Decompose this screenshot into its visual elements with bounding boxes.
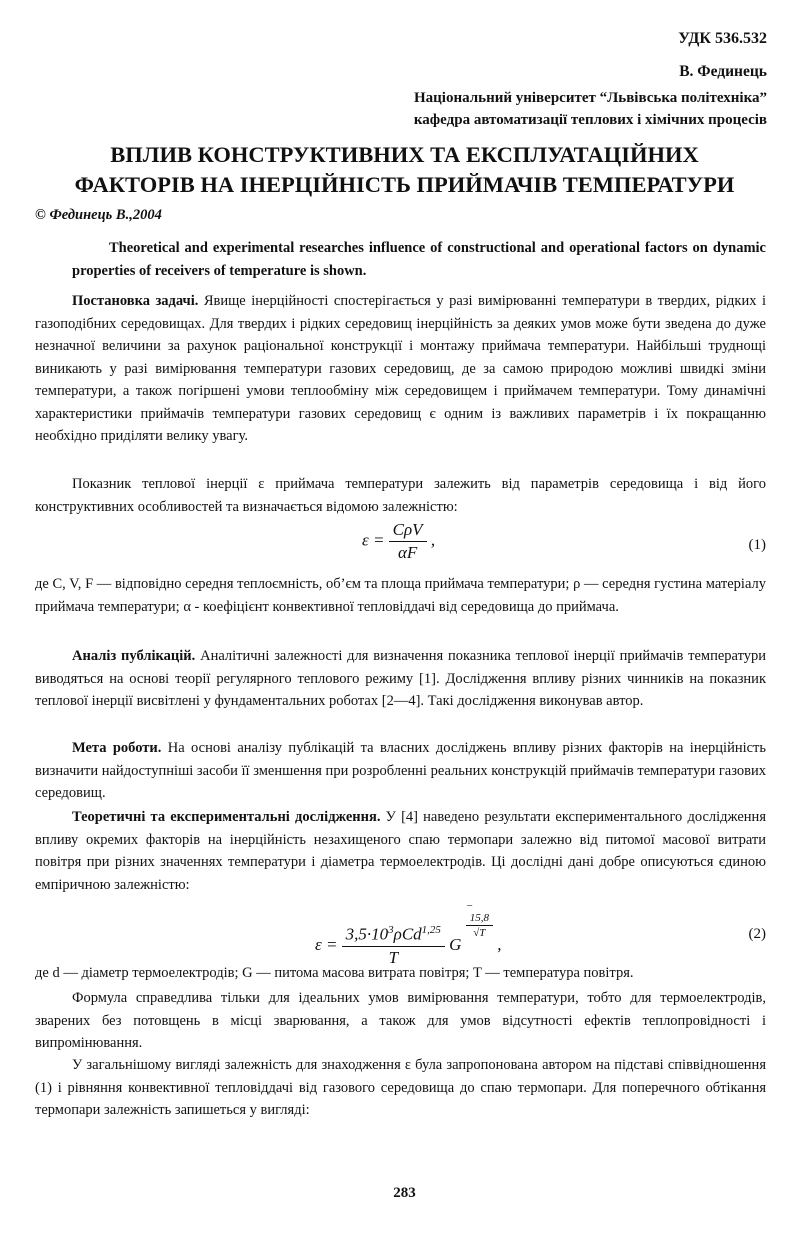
- eq1-fraction: [389, 520, 427, 563]
- eq2-exponent-minus: −: [465, 900, 474, 912]
- section-problem-heading: Постановка задачі.: [72, 293, 199, 309]
- general-form-paragraph: У загальнішому вигляді залежність для знаходження ε була запропонована автором на підставі співвідношення (1) і рівняння конвективної тепловіддачі від газового середовища до спаю термопари. Для поперечного обтікання термопари залежність запишеться у вигляді:: [35, 1057, 766, 1118]
- eq2-denominator: T: [388, 947, 399, 967]
- indicator-paragraph: Показник теплової інерції ε приймача температури залежить від параметрів середовища і від його конструктивних особливостей та визначається відомою залежністю:: [35, 476, 766, 515]
- where-paragraph-1: де C, V, F — відповідно середня теплоємність, об’єм та площа приймача температури; ρ — середня густина матеріалу приймача температури; α - коефіцієнт конвективної тепловіддачі від середовища до приймача.: [35, 576, 766, 615]
- eq2-exponent-den: √T: [473, 927, 486, 939]
- section-problem: [35, 290, 766, 448]
- section-analysis-heading: Аналіз публікацій.: [72, 648, 196, 664]
- section-theory-heading: Теоретичні та експериментальні дослідження.: [72, 809, 381, 825]
- abstract: Theoretical and experimental researches influence of constructional and operational factors on dynamic properties of receivers of temperature is shown.: [72, 240, 766, 279]
- eq1-denominator: αF: [397, 543, 418, 562]
- eq2-exponent: [466, 900, 493, 939]
- eq1-tail: ,: [430, 530, 436, 550]
- equation-1-number: (1): [748, 537, 766, 553]
- eq2-exponent-num: 15,8: [466, 900, 493, 926]
- page-number: 283: [393, 1185, 416, 1201]
- paper-title: [40, 140, 769, 200]
- section-goal-text: На основі аналізу публікацій та власних досліджень впливу різних факторів на інерційність визначити найдоступніші засоби її зменшення при розробленні реальних конструкцій приймачів температури газових середовищ.: [35, 740, 767, 801]
- udk-code: УДК 536.532: [678, 30, 767, 47]
- eq2-coef-exp: 3: [388, 924, 394, 937]
- eq1-lhs: ε =: [362, 530, 385, 550]
- title-line-1: ВПЛИВ КОНСТРУКТИВНИХ ТА ЕКСПЛУАТАЦІЙНИХ: [110, 142, 699, 167]
- eq2-lhs: ε =: [315, 935, 338, 954]
- author-name: В. Фединець: [679, 63, 767, 80]
- eq2-tail: ,: [497, 935, 502, 954]
- where-paragraph-2: де d — діаметр термоелектродів; G — питома масова витрата повітря; T — температура повітря.: [35, 965, 634, 981]
- formula-validity-paragraph: Формула справедлива тільки для ідеальних умов вимірювання температури, тобто для термоелектродів, зварених без потовщень в місці зварювання, а також для умов відсутності ефектів теплопровідності і випромінювання.: [35, 990, 766, 1051]
- eq1-numerator: CρV: [389, 520, 427, 542]
- eq2-g: G: [449, 935, 462, 954]
- title-line-2: ФАКТОРІВ НА ІНЕРЦІЙНІСТЬ ПРИЙМАЧІВ ТЕМПЕРАТУРИ: [74, 172, 735, 197]
- section-analysis-text: Аналітичні залежності для визначення показника теплової інерції приймачів температури виводяться на основі теорії регулярного теплового режиму [1]. Дослідження впливу різних чинників на показник теплової інерції висвітлені у фундаментальних роботах [2—4]. Такі дослідження виконував автор.: [35, 648, 766, 709]
- equation-2: [315, 900, 501, 968]
- equation-1: [362, 520, 435, 563]
- eq2-numerator: [342, 924, 445, 947]
- section-problem-text: Явище інерційності спостерігається у разі вимірюванні температури в твердих, рідких і газоподібних середовищах. Для твердих і рідких середовищ інерційність за деяких умов може бути зведена до дуже незначної величини за рахунок раціональної конструкції і монтажу приймача температури. Найбільші труднощі виникають у разі вимірювання температури газових середовищ, де за самою природою можливі швидкі зміни температури, а також погіршені умови теплообміну між середовищем і приймачем температури. Тому динамічні характеристики приймачів температури газових середовищ є одним із важливих параметрів і їх покращанню необхідно приділяти велику увагу.: [35, 293, 766, 444]
- affiliation: [414, 87, 767, 131]
- eq2-coef: 3,5·10: [345, 924, 389, 944]
- section-goal: [35, 737, 766, 805]
- equation-2-number: (2): [748, 926, 766, 942]
- section-goal-heading: Мета роботи.: [72, 740, 162, 756]
- affiliation-department: кафедра автоматизації теплових і хімічних процесів: [413, 112, 767, 128]
- eq2-rhoCd: ρCd: [393, 924, 422, 944]
- affiliation-university: Національний університет “Львівська політехніка”: [413, 90, 767, 106]
- section-theory-text: У [4] наведено результати експериментального дослідження впливу окремих факторів на інерційність незахищеного спаю термопари залежно від питомої масової витрати повітря при різних значеннях температури і діаметра термоелектродів. Ці дослідні дані добре описуються єдиною емпіричною залежністю:: [35, 809, 766, 893]
- eq2-d-exp: 1,25: [421, 924, 441, 937]
- section-theory: [35, 806, 766, 896]
- section-analysis: [35, 645, 766, 713]
- copyright: © Фединець В.,2004: [35, 207, 162, 223]
